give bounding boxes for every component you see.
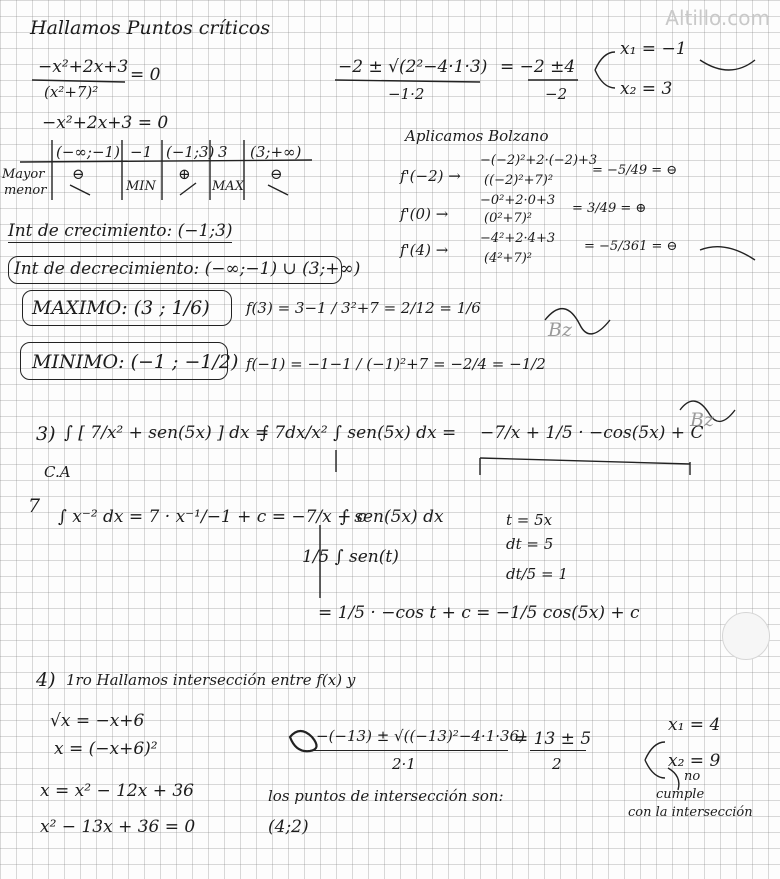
section-3-step4: = 1/5 · −cos t + c = −1/5 cos(5x) + c bbox=[318, 603, 640, 623]
bolzano-1-den: ((−2)²+7)² bbox=[484, 173, 554, 188]
section-4-eq4: x² − 13x + 36 = 0 bbox=[40, 817, 196, 837]
table-header-1: (−∞;−1) bbox=[56, 143, 120, 161]
section-4-root2: x₂ = 9 bbox=[668, 751, 721, 771]
bolzano-3-den: (4²+7)² bbox=[484, 251, 533, 266]
bolzano-3-res: = −5/361 = ⊖ bbox=[584, 239, 678, 254]
section-3-result: −7/x + 1/5 · −cos(5x) + C bbox=[480, 423, 704, 443]
bolzano-2-den: (0²+7)² bbox=[484, 211, 533, 226]
section-3-integral: ∫ [ 7/x² + sen(5x) ] dx = bbox=[64, 423, 270, 443]
bolzano-2-lhs: f'(0) → bbox=[400, 205, 449, 223]
minimo-calc: f(−1) = −1−1 / (−1)²+7 = −2/4 = −1/2 bbox=[246, 355, 546, 373]
section-3-step1: ∫ x⁻² dx = 7 · x⁻¹/−1 + c = −7/x + c bbox=[58, 507, 367, 527]
section-4-mid-bar bbox=[530, 750, 586, 751]
bolzano-2-num: −0²+2·0+3 bbox=[480, 193, 556, 208]
section-4-eq1: √x = −x+6 bbox=[50, 711, 145, 731]
minimo-point: MINIMO: (−1 ; −1/2) bbox=[32, 351, 239, 373]
section-4-quad-den: 2·1 bbox=[392, 755, 416, 773]
table-cell-2: MIN bbox=[126, 179, 156, 194]
quad-mid-den: −2 bbox=[545, 85, 568, 103]
deriv-eq-zero: = 0 bbox=[130, 65, 161, 85]
table-cell-3: ⊕ bbox=[178, 165, 191, 183]
deriv-denominator: (x²+7)² bbox=[44, 83, 99, 101]
row-label-mayor: Mayor bbox=[2, 167, 45, 182]
section-4-quad-mid: = 13 ± 5 bbox=[514, 729, 592, 749]
bolzano-2-res: = 3/49 = ⊕ bbox=[572, 201, 647, 216]
table-cell-4: MAX bbox=[212, 179, 244, 194]
section-3-step2: ∫ sen(5x) dx bbox=[340, 507, 444, 527]
bolzano-3-lhs: f'(4) → bbox=[400, 241, 449, 259]
table-cell-1: ⊖ bbox=[72, 165, 85, 183]
section-3-sub2: dt = 5 bbox=[506, 535, 554, 553]
section-3-ca: C.A bbox=[44, 463, 71, 481]
table-header-2: −1 bbox=[130, 143, 153, 161]
section-3-sub1: t = 5x bbox=[506, 511, 553, 529]
decrecimiento-interval: Int de decrecimiento: (−∞;−1) ∪ (3;+∞) bbox=[14, 259, 361, 279]
decrecimiento-box bbox=[8, 256, 342, 284]
table-header-3: (−1;3) bbox=[166, 143, 215, 161]
section-4-points-label: los puntos de intersección son: bbox=[268, 787, 504, 805]
section-3-sub3: dt/5 = 1 bbox=[506, 565, 568, 583]
bolzano-title: Aplicamos Bolzano bbox=[405, 127, 549, 145]
bolzano-1-num: −(−2)²+2·(−2)+3 bbox=[480, 153, 598, 168]
section-4-quad: −(−13) ± √((−13)²−4·1·36) bbox=[316, 727, 525, 745]
section-4-quad-bar bbox=[312, 750, 508, 751]
section-4-note-3: con la intersección bbox=[628, 805, 753, 820]
maximo-calc: f(3) = 3−1 / 3²+7 = 2/12 = 1/6 bbox=[246, 299, 481, 317]
quad-denominator: −1·2 bbox=[388, 85, 425, 103]
watermark: Altillo.com bbox=[665, 6, 770, 30]
section-4-number: 4) bbox=[36, 669, 56, 691]
section-4-point: (4;2) bbox=[268, 817, 309, 837]
section-4-quad-mid-den: 2 bbox=[552, 755, 562, 773]
bolzano-3-num: −4²+2·4+3 bbox=[480, 231, 556, 246]
root-2: x₂ = 3 bbox=[620, 79, 673, 99]
section-3-step3: 1/5 ∫ sen(t) bbox=[302, 547, 399, 567]
margin-mark-2: Bz bbox=[690, 409, 714, 431]
section-3-number: 3) bbox=[36, 423, 56, 445]
minimo-box bbox=[20, 342, 228, 380]
table-header-5: (3;+∞) bbox=[250, 143, 302, 161]
section-3-split: ∫ 7dx/x² ∫ sen(5x) dx = bbox=[260, 423, 457, 443]
margin-mark-1: Bz bbox=[548, 319, 572, 341]
crecimiento-underline bbox=[8, 242, 232, 243]
section-4-root1: x₁ = 4 bbox=[668, 715, 721, 735]
crecimiento-interval: Int de crecimiento: (−1;3) bbox=[8, 221, 233, 241]
bolzano-1-res: = −5/49 = ⊖ bbox=[592, 163, 678, 178]
maximo-point: MAXIMO: (3 ; 1/6) bbox=[32, 297, 210, 319]
quad-formula: −2 ± √(2²−4·1·3) bbox=[338, 57, 488, 77]
section-4-heading: 1ro Hallamos intersección entre f(x) y bbox=[66, 671, 356, 689]
row-label-menor: menor bbox=[4, 183, 47, 198]
quad-mid: = −2 ±4 bbox=[500, 57, 576, 77]
section-4-eq3: x = x² − 12x + 36 bbox=[40, 781, 194, 801]
page-title: Hallamos Puntos críticos bbox=[30, 17, 271, 39]
equation-2: −x²+2x+3 = 0 bbox=[42, 113, 169, 133]
bolzano-1-lhs: f'(−2) → bbox=[400, 167, 461, 185]
root-1: x₁ = −1 bbox=[620, 39, 687, 59]
deriv-numerator: −x²+2x+3 bbox=[38, 57, 129, 77]
table-header-4: 3 bbox=[218, 143, 228, 161]
section-3-seven: 7 bbox=[28, 495, 41, 517]
section-4-note-2: cumple bbox=[656, 787, 705, 802]
section-4-eq2: x = (−x+6)² bbox=[54, 739, 158, 759]
table-cell-5: ⊖ bbox=[270, 165, 283, 183]
section-4-note-1: no bbox=[684, 769, 701, 784]
maximo-box bbox=[22, 290, 232, 326]
